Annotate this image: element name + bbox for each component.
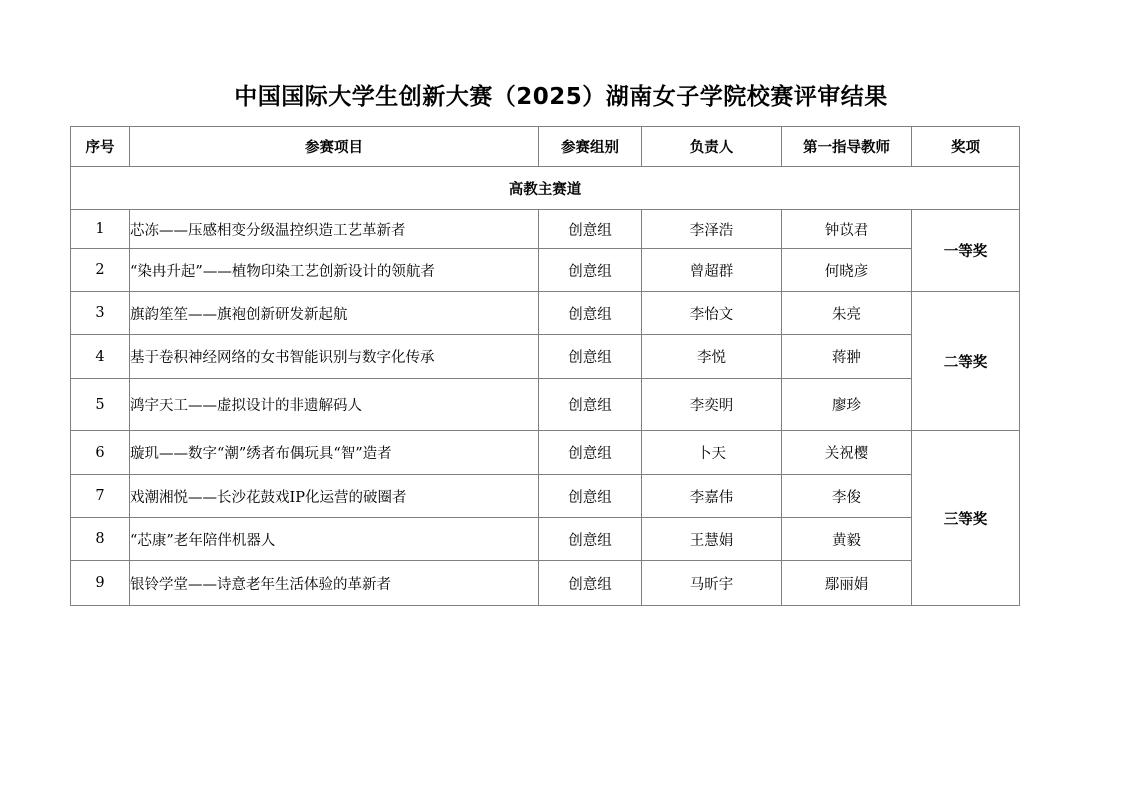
row-group: 创意组 bbox=[539, 561, 642, 606]
award-first: 一等奖 bbox=[912, 210, 1020, 292]
row-seq: 9 bbox=[71, 561, 130, 606]
row-group: 创意组 bbox=[539, 475, 642, 518]
row-leader: 李泽浩 bbox=[642, 210, 782, 249]
row-advisor: 钟苡君 bbox=[782, 210, 912, 249]
row-project: 鸿宇天工——虚拟设计的非遗解码人 bbox=[130, 379, 539, 431]
row-advisor: 朱亮 bbox=[782, 292, 912, 335]
header-group: 参赛组别 bbox=[539, 127, 642, 167]
row-group: 创意组 bbox=[539, 518, 642, 561]
row-leader: 李悦 bbox=[642, 335, 782, 379]
row-project: 基于卷积神经网络的女书智能识别与数字化传承 bbox=[130, 335, 539, 379]
row-seq: 7 bbox=[71, 475, 130, 518]
table-row bbox=[71, 379, 1020, 431]
row-seq: 6 bbox=[71, 431, 130, 475]
row-leader: 曾超群 bbox=[642, 249, 782, 292]
row-advisor: 廖珍 bbox=[782, 379, 912, 431]
header-seq: 序号 bbox=[71, 127, 130, 167]
row-leader: 李怡文 bbox=[642, 292, 782, 335]
page-title: 中国国际大学生创新大赛（2025）湖南女子学院校赛评审结果 bbox=[234, 84, 888, 110]
table-row bbox=[71, 518, 1020, 561]
award-second: 二等奖 bbox=[912, 292, 1020, 431]
table-row bbox=[71, 431, 1020, 475]
row-group: 创意组 bbox=[539, 249, 642, 292]
header-advisor: 第一指导教师 bbox=[782, 127, 912, 167]
row-seq: 2 bbox=[71, 249, 130, 292]
row-leader: 卜天 bbox=[642, 431, 782, 475]
award-third: 三等奖 bbox=[912, 431, 1020, 606]
row-advisor: 何晓彦 bbox=[782, 249, 912, 292]
row-advisor: 关祝樱 bbox=[782, 431, 912, 475]
row-seq: 5 bbox=[71, 379, 130, 431]
row-seq: 8 bbox=[71, 518, 130, 561]
table-row bbox=[71, 210, 1020, 249]
header-award: 奖项 bbox=[912, 127, 1020, 167]
row-advisor: 李俊 bbox=[782, 475, 912, 518]
table-row bbox=[71, 292, 1020, 335]
row-project: 银铃学堂——诗意老年生活体验的革新者 bbox=[130, 561, 539, 606]
row-seq: 1 bbox=[71, 210, 130, 249]
header-row bbox=[71, 127, 1020, 167]
row-project: 璇玑——数字“潮”绣者布偶玩具“智”造者 bbox=[130, 431, 539, 475]
row-leader: 马昕宇 bbox=[642, 561, 782, 606]
row-project: “染冉升起”——植物印染工艺创新设计的领航者 bbox=[130, 249, 539, 292]
row-project: “芯康”老年陪伴机器人 bbox=[130, 518, 539, 561]
row-project: 旗韵笙笙——旗袍创新研发新起航 bbox=[130, 292, 539, 335]
row-group: 创意组 bbox=[539, 431, 642, 475]
header-project: 参赛项目 bbox=[130, 127, 539, 167]
table-row bbox=[71, 335, 1020, 379]
table-row bbox=[71, 475, 1020, 518]
row-leader: 李奕明 bbox=[642, 379, 782, 431]
row-group: 创意组 bbox=[539, 379, 642, 431]
row-advisor: 黄毅 bbox=[782, 518, 912, 561]
row-group: 创意组 bbox=[539, 210, 642, 249]
row-group: 创意组 bbox=[539, 335, 642, 379]
header-leader: 负责人 bbox=[642, 127, 782, 167]
row-project: 戏潮湘悦——长沙花鼓戏IP化运营的破圈者 bbox=[130, 475, 539, 518]
row-advisor: 鄢丽娟 bbox=[782, 561, 912, 606]
row-group: 创意组 bbox=[539, 292, 642, 335]
row-leader: 王慧娟 bbox=[642, 518, 782, 561]
table-row bbox=[71, 249, 1020, 292]
section-title: 高教主赛道 bbox=[71, 167, 1020, 210]
section-row bbox=[71, 167, 1020, 210]
results-table bbox=[70, 126, 1020, 606]
row-project: 芯冻——压感相变分级温控织造工艺革新者 bbox=[130, 210, 539, 249]
row-leader: 李嘉伟 bbox=[642, 475, 782, 518]
table-row bbox=[71, 561, 1020, 606]
row-seq: 3 bbox=[71, 292, 130, 335]
row-seq: 4 bbox=[71, 335, 130, 379]
row-advisor: 蒋翀 bbox=[782, 335, 912, 379]
